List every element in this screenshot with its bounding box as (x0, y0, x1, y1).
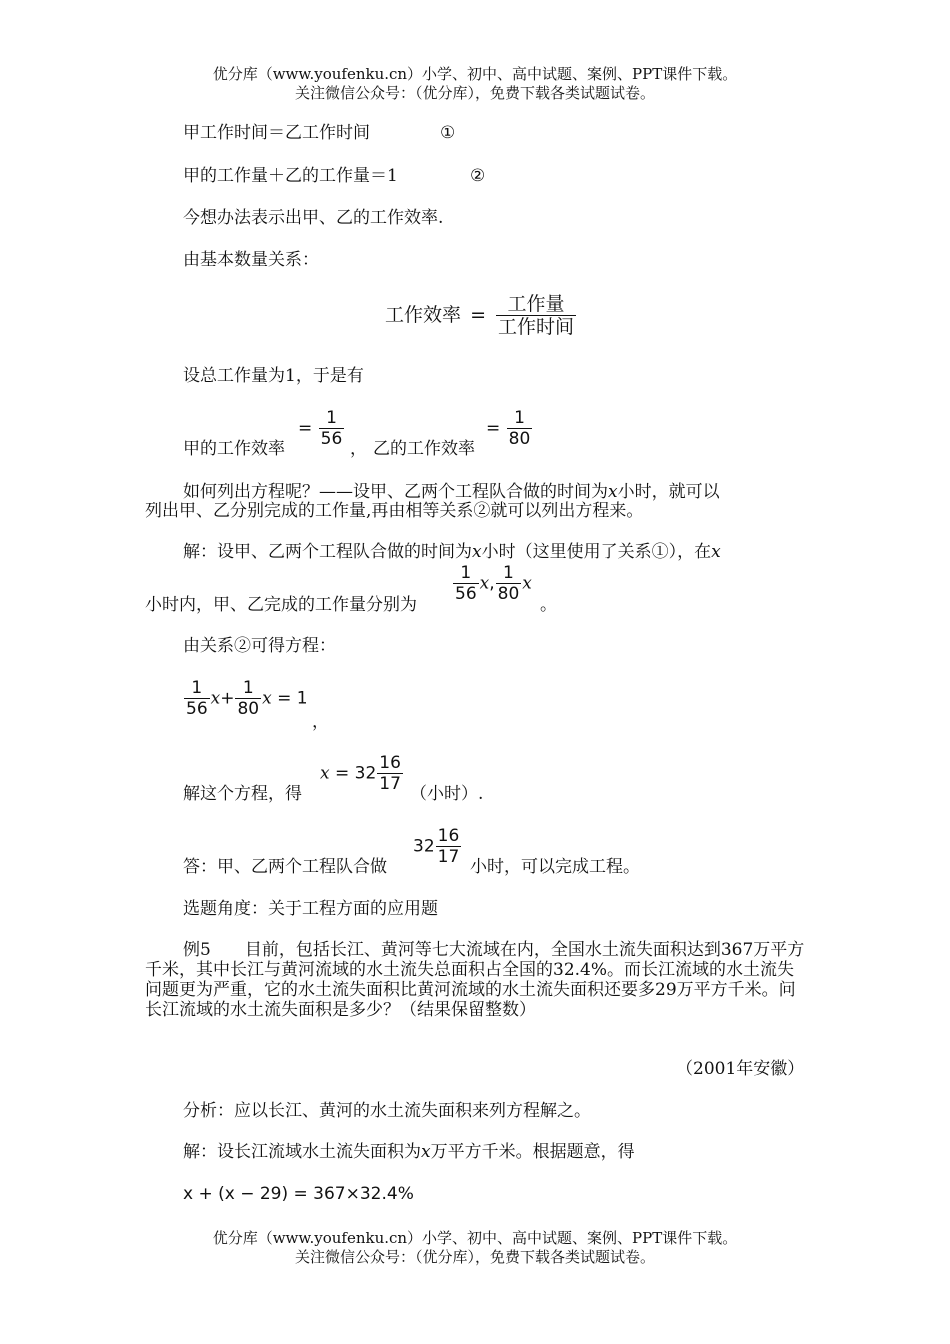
sol2-post: 万平方千米。根据题意，得 (430, 1142, 635, 1162)
work-frac-2-den: 80 (497, 584, 520, 604)
answer-post: 小时，可以完成工程。 (470, 857, 640, 877)
work-x-2: x (522, 573, 532, 594)
equation-tail: ， (312, 712, 329, 732)
work-frac-2 (496, 563, 522, 604)
analysis-text: 分析：应以长江、黄河的水土流失面积来列方程解之。 (183, 1101, 591, 1121)
yi-eq: = (486, 418, 501, 439)
eq-frac-1 (184, 678, 210, 719)
footer-line-2: 关注微信公众号：（优分库），免费下载各类试题试卷。 (294, 1248, 655, 1266)
how-line-2: 列出甲、乙分别完成的工作量,再由相等关系②就可以列出方程来。 (145, 501, 644, 521)
solve-num: 16 (379, 753, 401, 773)
how-line-1 (183, 482, 720, 502)
relation-2-mark: ② (470, 166, 486, 186)
sol-x: x (472, 542, 482, 562)
relation-1 (183, 123, 370, 143)
footer-line-1: 优分库（www.youfenku.cn）小学、初中、高中试题、案例、PPT课件下载。 (212, 1229, 738, 1247)
yi-fraction (507, 408, 533, 449)
jia-efficiency-label: 甲的工作效率 (183, 439, 285, 459)
solve-den: 17 (379, 774, 401, 794)
solve-post: （小时）. (410, 784, 484, 804)
eq-frac-1-den: 56 (186, 699, 208, 719)
example-5-paragraph: 例5 目前，包括长江、黄河等七大流域在内，全国水土流失面积达到367万平方千米，其中长江与黄河流域的水土流失总面积占全国的32.4%。而长江流域的水土流失问题更为严重，它的水土流失面积比黄河流域的水土流失面积还要多29万平方千米。问长江流域的水土流失面积是多少？（结果保留整数） (145, 940, 805, 1020)
eq-plus: + (220, 688, 235, 709)
eq-x-1: x (210, 688, 221, 709)
main-equation (183, 678, 308, 719)
formula-numerator: 工作量 (507, 293, 565, 315)
work-amounts-expression (452, 563, 532, 604)
sol-part1: 解：设甲、乙两个工程队合做的时间为 (183, 542, 472, 562)
sol2-x: x (421, 1142, 431, 1162)
topic-angle: 选题角度：关于工程方面的应用题 (183, 899, 438, 919)
answer-fraction (436, 826, 462, 867)
eq-rhs: = 1 (277, 688, 308, 709)
formula-eq: = (470, 304, 486, 326)
how-x: x (608, 482, 618, 502)
sol-x2: x (711, 542, 721, 562)
work-frac-2-num: 1 (503, 563, 514, 583)
sol-part2: 小时（这里使用了关系①），在 (481, 542, 712, 562)
formula-lhs: 工作效率 (385, 304, 462, 326)
work-frac-1-den: 56 (455, 584, 477, 604)
set-total-text: 设总工作量为1，于是有 (183, 366, 364, 386)
solve-fraction (377, 753, 403, 794)
how-part2: 小时，就可以 (617, 482, 720, 502)
final-equation: x + (x − 29) = 367×32.4% (183, 1184, 414, 1204)
solve-pre: 解这个方程，得 (183, 784, 302, 804)
answer-den: 17 (437, 847, 460, 867)
solution-line-2-pre: 小时内，甲、乙完成的工作量分别为 (145, 595, 417, 615)
jia-eq: = (298, 418, 313, 439)
work-frac-1-num: 1 (460, 563, 472, 583)
solve-result (320, 753, 404, 794)
example-source: （2001年安徽） (676, 1059, 805, 1079)
eq-frac-2-den: 80 (237, 699, 260, 719)
solution-2-line (183, 1142, 635, 1162)
relation-1-mark: ① (440, 123, 456, 143)
by-relation-2-text: 由关系②可得方程： (183, 636, 336, 656)
basic-relation-text: 由基本数量关系： (183, 250, 319, 270)
work-frac-1 (453, 563, 479, 604)
answer-pre: 答：甲、乙两个工程队合做 (183, 857, 387, 877)
think-text: 今想办法表示出甲、乙的工作效率. (183, 208, 444, 228)
answer-num: 16 (437, 826, 460, 846)
yi-efficiency-label: 乙的工作效率 (373, 439, 475, 459)
work-comma: , (489, 573, 495, 594)
work-x-1: x (479, 573, 490, 594)
jia-efficiency-value (298, 408, 345, 449)
eq-frac-2-num: 1 (242, 678, 254, 698)
yi-num: 1 (514, 408, 525, 428)
formula-fraction (496, 293, 576, 338)
eff-comma: ， (350, 439, 367, 459)
relation-1-text: 甲工作时间＝乙工作时间 (183, 123, 370, 143)
solution-line-2-post: 。 (540, 595, 557, 615)
jia-den: 56 (320, 429, 343, 449)
eq-x-2: x (262, 688, 272, 709)
solution-line-1 (183, 542, 721, 562)
jia-num: 1 (326, 408, 337, 428)
relation-2-text: 甲的工作量＋乙的工作量＝1 (183, 166, 398, 186)
sol2-pre: 解：设长江流域水土流失面积为 (183, 1142, 421, 1162)
how-part1: 如何列出方程呢？——设甲、乙两个工程队合做的时间为 (183, 482, 608, 502)
yi-efficiency-value (486, 408, 533, 449)
yi-den: 80 (508, 429, 531, 449)
jia-fraction (319, 408, 345, 449)
eq-frac-1-num: 1 (191, 678, 203, 698)
solve-eq: = 32 (335, 763, 377, 784)
formula-denominator: 工作时间 (498, 316, 575, 338)
answer-mixed-number (413, 826, 462, 867)
answer-whole: 32 (413, 836, 435, 857)
eq-frac-2 (235, 678, 261, 719)
header-line-1: 优分库（www.youfenku.cn）小学、初中、高中试题、案例、PPT课件下载。 (212, 65, 738, 83)
header-line-2: 关注微信公众号：（优分库），免费下载各类试题试卷。 (294, 84, 655, 102)
solve-x: x (320, 763, 330, 784)
efficiency-formula (385, 293, 577, 338)
